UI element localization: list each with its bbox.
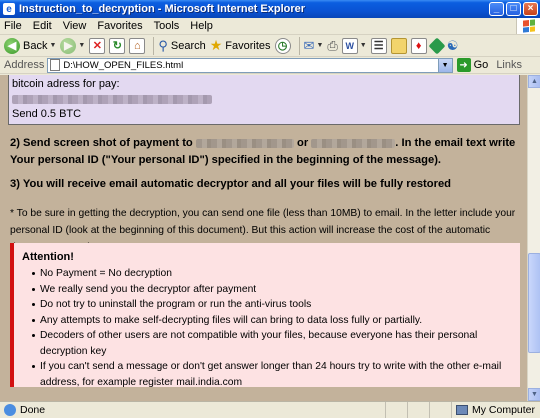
menu-file[interactable]: File bbox=[4, 20, 22, 32]
home-icon: ⌂ bbox=[129, 38, 145, 54]
print-button[interactable] bbox=[327, 38, 337, 54]
history-icon: ◷ bbox=[275, 38, 291, 54]
stop-button[interactable] bbox=[89, 38, 105, 54]
messenger-icon: ♦ bbox=[411, 38, 427, 54]
window-title: Instruction_to_decryption - Microsoft Internet Explorer bbox=[19, 3, 306, 15]
step-2-text bbox=[10, 135, 520, 169]
messenger-button[interactable] bbox=[411, 38, 427, 54]
star-icon: ★ bbox=[209, 37, 223, 53]
page-content bbox=[0, 75, 527, 401]
discuss-icon: ☰ bbox=[371, 38, 387, 54]
back-label: Back bbox=[23, 39, 48, 52]
redacted-email-2 bbox=[311, 139, 395, 148]
menu-bar bbox=[0, 18, 540, 35]
menu-tools[interactable]: Tools bbox=[153, 20, 180, 32]
refresh-icon: ↻ bbox=[109, 38, 125, 54]
bitcoin-label: bitcoin adress for pay: bbox=[12, 78, 120, 90]
step-3-text: 3) You will receive email automatic decryptor and all your files will be fully restored bbox=[10, 178, 452, 190]
redacted-bitcoin-address bbox=[12, 95, 212, 104]
step2-prefix: 2) Send screen shot of payment to bbox=[10, 137, 193, 149]
step2-suffix: . In the email text write Your personal ID ("Your personal ID") specified in the beginning of the message). bbox=[10, 137, 516, 166]
folder-button[interactable] bbox=[391, 38, 407, 54]
security-zone bbox=[452, 404, 540, 416]
address-url: D:\HOW_OPEN_FILES.html bbox=[63, 59, 184, 71]
address-input[interactable] bbox=[47, 58, 438, 73]
list-item: We really send you the decryptor after payment bbox=[32, 282, 520, 298]
back-dropdown-icon[interactable]: ▼ bbox=[49, 42, 57, 49]
search-icon: ⚲ bbox=[158, 37, 168, 53]
green-diamond-icon bbox=[428, 37, 445, 54]
ie-page-icon bbox=[4, 404, 16, 416]
search-label: Search bbox=[170, 39, 206, 52]
toolbar-divider bbox=[299, 37, 300, 55]
zone-label: My Computer bbox=[472, 404, 536, 416]
step2-or: or bbox=[296, 137, 309, 149]
links-button[interactable]: Links bbox=[496, 59, 522, 71]
vertical-scrollbar[interactable] bbox=[527, 75, 540, 401]
extra-button[interactable] bbox=[431, 40, 443, 52]
status-segment bbox=[386, 402, 408, 418]
forward-arrow-icon: ▶ bbox=[60, 38, 76, 54]
menu-favorites[interactable]: Favorites bbox=[97, 20, 143, 32]
scroll-up-icon[interactable]: ▲ bbox=[528, 75, 540, 88]
scroll-down-icon[interactable]: ▼ bbox=[528, 388, 540, 401]
go-button[interactable] bbox=[457, 58, 489, 72]
favorites-button[interactable] bbox=[210, 37, 271, 54]
menu-view[interactable]: View bbox=[62, 20, 87, 32]
home-button[interactable] bbox=[129, 38, 145, 54]
mail-icon: ✉ bbox=[303, 37, 315, 53]
back-button[interactable] bbox=[4, 38, 56, 54]
word-icon: W bbox=[342, 38, 358, 54]
toolbar-divider bbox=[153, 37, 154, 55]
redacted-email-1 bbox=[196, 139, 294, 148]
mail-button[interactable] bbox=[304, 38, 324, 54]
list-item: If you can't send a message or don't get answer longer than 24 hours try to write with the other e-mail address, for example register mail.india.com bbox=[32, 359, 520, 390]
toolbar bbox=[0, 35, 540, 57]
status-segment bbox=[408, 402, 430, 418]
maximize-button[interactable]: □ bbox=[506, 2, 521, 16]
attention-title: Attention! bbox=[22, 251, 74, 263]
search-button[interactable] bbox=[158, 38, 205, 54]
go-label: Go bbox=[473, 59, 489, 71]
mail-dropdown-icon[interactable]: ▼ bbox=[316, 42, 324, 49]
network-button[interactable] bbox=[447, 38, 459, 54]
attention-list bbox=[22, 266, 520, 390]
edit-dropdown-icon[interactable]: ▼ bbox=[359, 42, 367, 49]
send-amount: Send 0.5 BTC bbox=[12, 108, 82, 120]
favorites-label: Favorites bbox=[225, 39, 271, 52]
computer-icon bbox=[456, 405, 468, 415]
address-dropdown-icon[interactable]: ▼ bbox=[439, 58, 453, 73]
scroll-thumb[interactable] bbox=[528, 253, 540, 353]
stop-icon: ✕ bbox=[89, 38, 105, 54]
status-bar bbox=[0, 401, 540, 418]
payment-box bbox=[8, 75, 520, 125]
windows-logo-icon bbox=[516, 18, 540, 34]
status-text: Done bbox=[20, 404, 46, 416]
attention-box bbox=[10, 243, 520, 387]
note-text: * To be sure in getting the decryption, you can send one file (less than 10MB) to email. In the letter include your personal ID (look at the beginning of this document). But this action will increase the cost of the automatic bbox=[10, 208, 516, 236]
printer-icon: ⎙ bbox=[327, 37, 338, 53]
list-item: Any attempts to make self-decrypting files will can bring to data loss fully or partially. bbox=[32, 313, 520, 329]
folder-icon bbox=[391, 38, 407, 54]
forward-button[interactable] bbox=[60, 38, 85, 54]
history-button[interactable] bbox=[275, 38, 291, 54]
close-button[interactable]: × bbox=[523, 2, 538, 16]
forward-dropdown-icon[interactable]: ▼ bbox=[78, 42, 86, 49]
minimize-button[interactable]: _ bbox=[489, 2, 504, 16]
status-segment bbox=[430, 402, 452, 418]
page-icon bbox=[50, 59, 60, 71]
list-item: Decoders of other users are not compatible with your files, because everyone has their personal decryption key bbox=[32, 328, 520, 359]
menu-edit[interactable]: Edit bbox=[32, 20, 52, 32]
list-item: Do not try to uninstall the program or run the anti-virus tools bbox=[32, 297, 520, 313]
back-arrow-icon: ◀ bbox=[4, 38, 20, 54]
status-done bbox=[0, 402, 386, 418]
address-bar bbox=[0, 57, 540, 74]
title-bar bbox=[0, 0, 540, 18]
network-icon: ☯ bbox=[446, 37, 459, 53]
address-label: Address bbox=[4, 59, 45, 71]
list-item: No Payment = No decryption bbox=[32, 266, 520, 282]
go-arrow-icon: ➜ bbox=[457, 58, 471, 72]
refresh-button[interactable] bbox=[109, 38, 125, 54]
discuss-button[interactable] bbox=[371, 38, 387, 54]
edit-button[interactable] bbox=[342, 38, 367, 54]
menu-help[interactable]: Help bbox=[190, 20, 213, 32]
ie-app-icon: e bbox=[3, 3, 15, 15]
